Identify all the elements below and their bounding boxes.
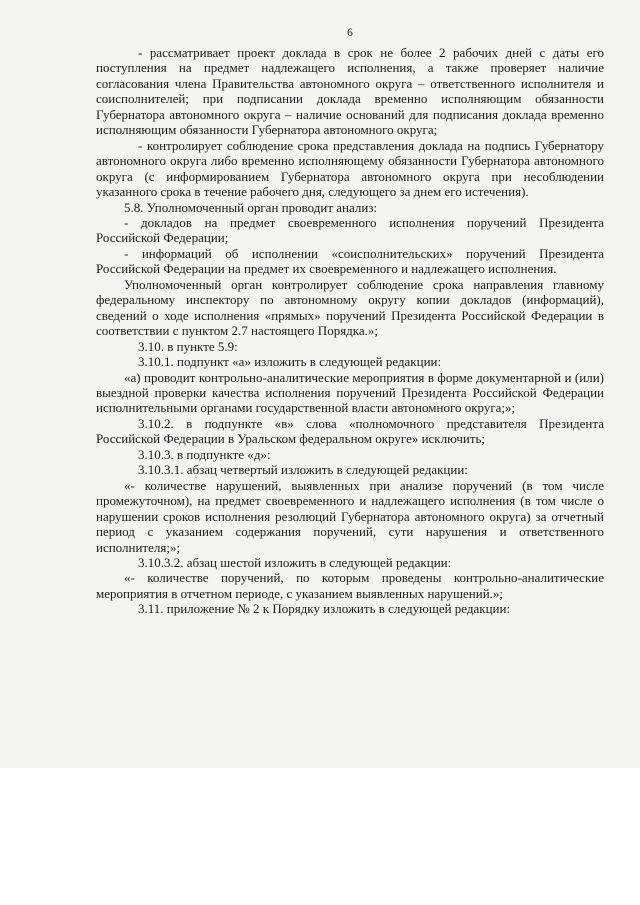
document-body [96, 26, 604, 617]
paragraph: 5.8. Уполномоченный орган проводит анализ: [124, 199, 378, 215]
paragraph: 3.10.1. подпункт «а» изложить в следующей редакции: [138, 354, 442, 370]
paragraph: 3.10.3. в подпункте «д»: [138, 446, 271, 462]
paragraph-list [96, 45, 604, 617]
paragraph: - информаций об исполнении «соисполнительских» поручений Президента Российской Федерации на предмет их своевременного и надлежащего исполнения. [96, 245, 604, 277]
paragraph: 3.10.3.1. абзац четвертый изложить в следующей редакции: [138, 462, 468, 478]
paragraph: 3.10.2. в подпункте «в» слова «полномочного представителя Президента Российской Федерации в Уральском федеральном округе» исключить; [96, 415, 604, 447]
paragraph: 3.11. приложение № 2 к Порядку изложить в следующей редакции: [138, 601, 511, 617]
paragraph: - докладов на предмет своевременного исполнения поручений Президента Российской Федерации; [96, 214, 604, 246]
paragraph: «- количестве нарушений, выявленных при анализе поручений (в том числе промежуточном), на предмет своевременного и надлежащего исполнения (в том числе о нарушении сроков исполнения резолюций Губернатора автономного округа) за отчетный период с указанием содержания поручений, сути нарушения и ответственного исполнителя;»; [96, 477, 604, 555]
paragraph: - рассматривает проект доклада в срок не более 2 рабочих дней с даты его поступления на предмет надлежащего исполнения, а также проверяет наличие согласования члена Правительства автономного округа – ответственного исполнителя и соисполнителей; при подписании доклада временно исполняющим обязанности Губернатора автономного округа – наличие оснований для подписания доклада временно исполняющим обязанности Губернатора автономного округа; [96, 45, 604, 138]
page-number: 6 [347, 27, 353, 39]
paragraph: 3.10. в пункте 5.9: [138, 338, 238, 354]
paragraph: «- количестве поручений, по которым проведены контрольно-аналитические мероприятия в отчетном периоде, с указанием выявленных нарушений.»; [96, 570, 604, 601]
paragraph: 3.10.3.2. абзац шестой изложить в следующей редакции: [138, 554, 452, 570]
paragraph: «а) проводит контрольно-аналитические мероприятия в форме документарной и (или) выездной проверки качества исполнения поручений Президента Российской Федерации исполнительными органами государственной власти автономного округа;»; [96, 369, 604, 416]
paragraph: Уполномоченный орган контролирует соблюдение срока направления главному федеральному инспектору по автономному округу копии докладов (информаций), сведений о ходе исполнения «прямых» поручений Президента Российской Федерации в соответствии с пунктом 2.7 настоящего Порядка.»; [96, 276, 604, 339]
paragraph: - контролирует соблюдение срока представления доклада на подпись Губернатору автономного округа либо временно исполняющему обязанности Губернатора автономного округа (с информированием Губернатора автономного округа при несоблюдении указанного срока в течение рабочего дня, следующего за днем его истечения). [96, 137, 604, 200]
